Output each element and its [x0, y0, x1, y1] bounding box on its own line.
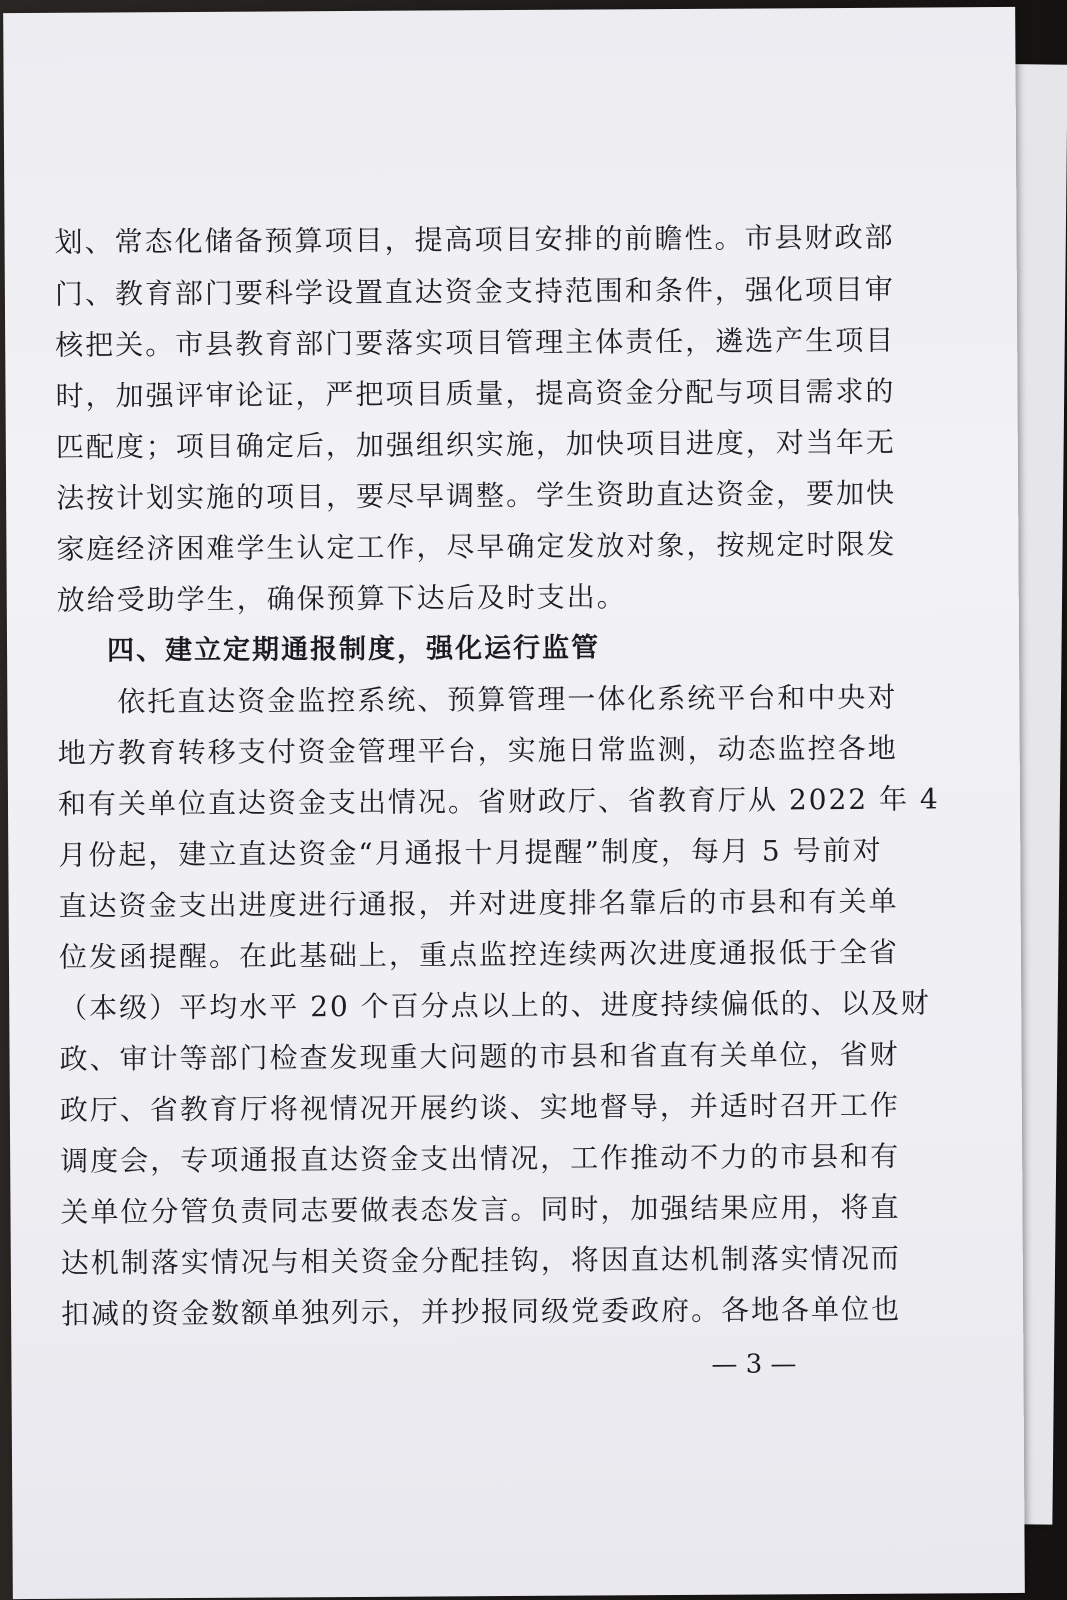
- page-number: — 3 —: [711, 1349, 797, 1380]
- text-line: 直达资金支出进度进行通报，并对进度排名靠后的市县和有关单: [58, 884, 899, 923]
- text-line: 调度会，专项通报直达资金支出情况，工作推动不力的市县和有: [60, 1139, 901, 1178]
- text-line: 位发函提醒。在此基础上，重点监控连续两次进度通报低于全省: [58, 935, 900, 974]
- text-line: 关单位分管负责同志要做表态发言。同时，加强结果应用，将直: [60, 1190, 901, 1229]
- text-line: 法按计划实施的项目，要尽早调整。学生资助直达资金，要加快: [56, 476, 897, 515]
- text-line: 达机制落实情况与相关资金分配挂钩，将因直达机制落实情况而: [60, 1241, 901, 1280]
- text-line: 核把关。市县教育部门要落实项目管理主体责任，遴选产生项目: [55, 323, 896, 362]
- text-line: 依托直达资金监控系统、预算管理一体化系统平台和中央对: [57, 680, 898, 719]
- text-line: 月份起，建立直达资金“月通报十月提醒”制度，每月 5 号前对: [58, 833, 883, 872]
- text-line: 放给受助学生，确保预算下达后及时支出。: [56, 580, 627, 617]
- text-line: 匹配度；项目确定后，加强组织实施，加快项目进度，对当年无: [55, 425, 896, 464]
- text-line: 家庭经济困难学生认定工作，尽早确定发放对象，按规定时限发: [56, 527, 897, 566]
- text-line: 政厅、省教育厅将视情况开展约谈、实地督导，并适时召开工作: [59, 1088, 900, 1127]
- section-heading: 四、建立定期通报制度，强化运行监管: [106, 632, 601, 667]
- document-page: [3, 7, 1025, 1599]
- text-line: 时，加强评审论证，严把项目质量，提高资金分配与项目需求的: [55, 374, 896, 413]
- text-line: 地方教育转移支付资金管理平台，实施日常监测，动态监控各地: [57, 731, 898, 770]
- text-line: （本级）平均水平 20 个百分点以上的、进度持续偏低的、以及财: [59, 986, 931, 1025]
- text-line: 和有关单位直达资金支出情况。省财政厅、省教育厅从 2022 年 4: [57, 782, 940, 821]
- text-line: 门、教育部门要科学设置直达资金支持范围和条件，强化项目审: [54, 272, 895, 311]
- text-line: 扣减的资金数额单独列示，并抄报同级党委政府。各地各单位也: [61, 1292, 902, 1331]
- text-line: 划、常态化储备预算项目，提高项目安排的前瞻性。市县财政部: [54, 220, 895, 259]
- text-line: 政、审计等部门检查发现重大问题的市县和省直有关单位，省财: [59, 1037, 900, 1076]
